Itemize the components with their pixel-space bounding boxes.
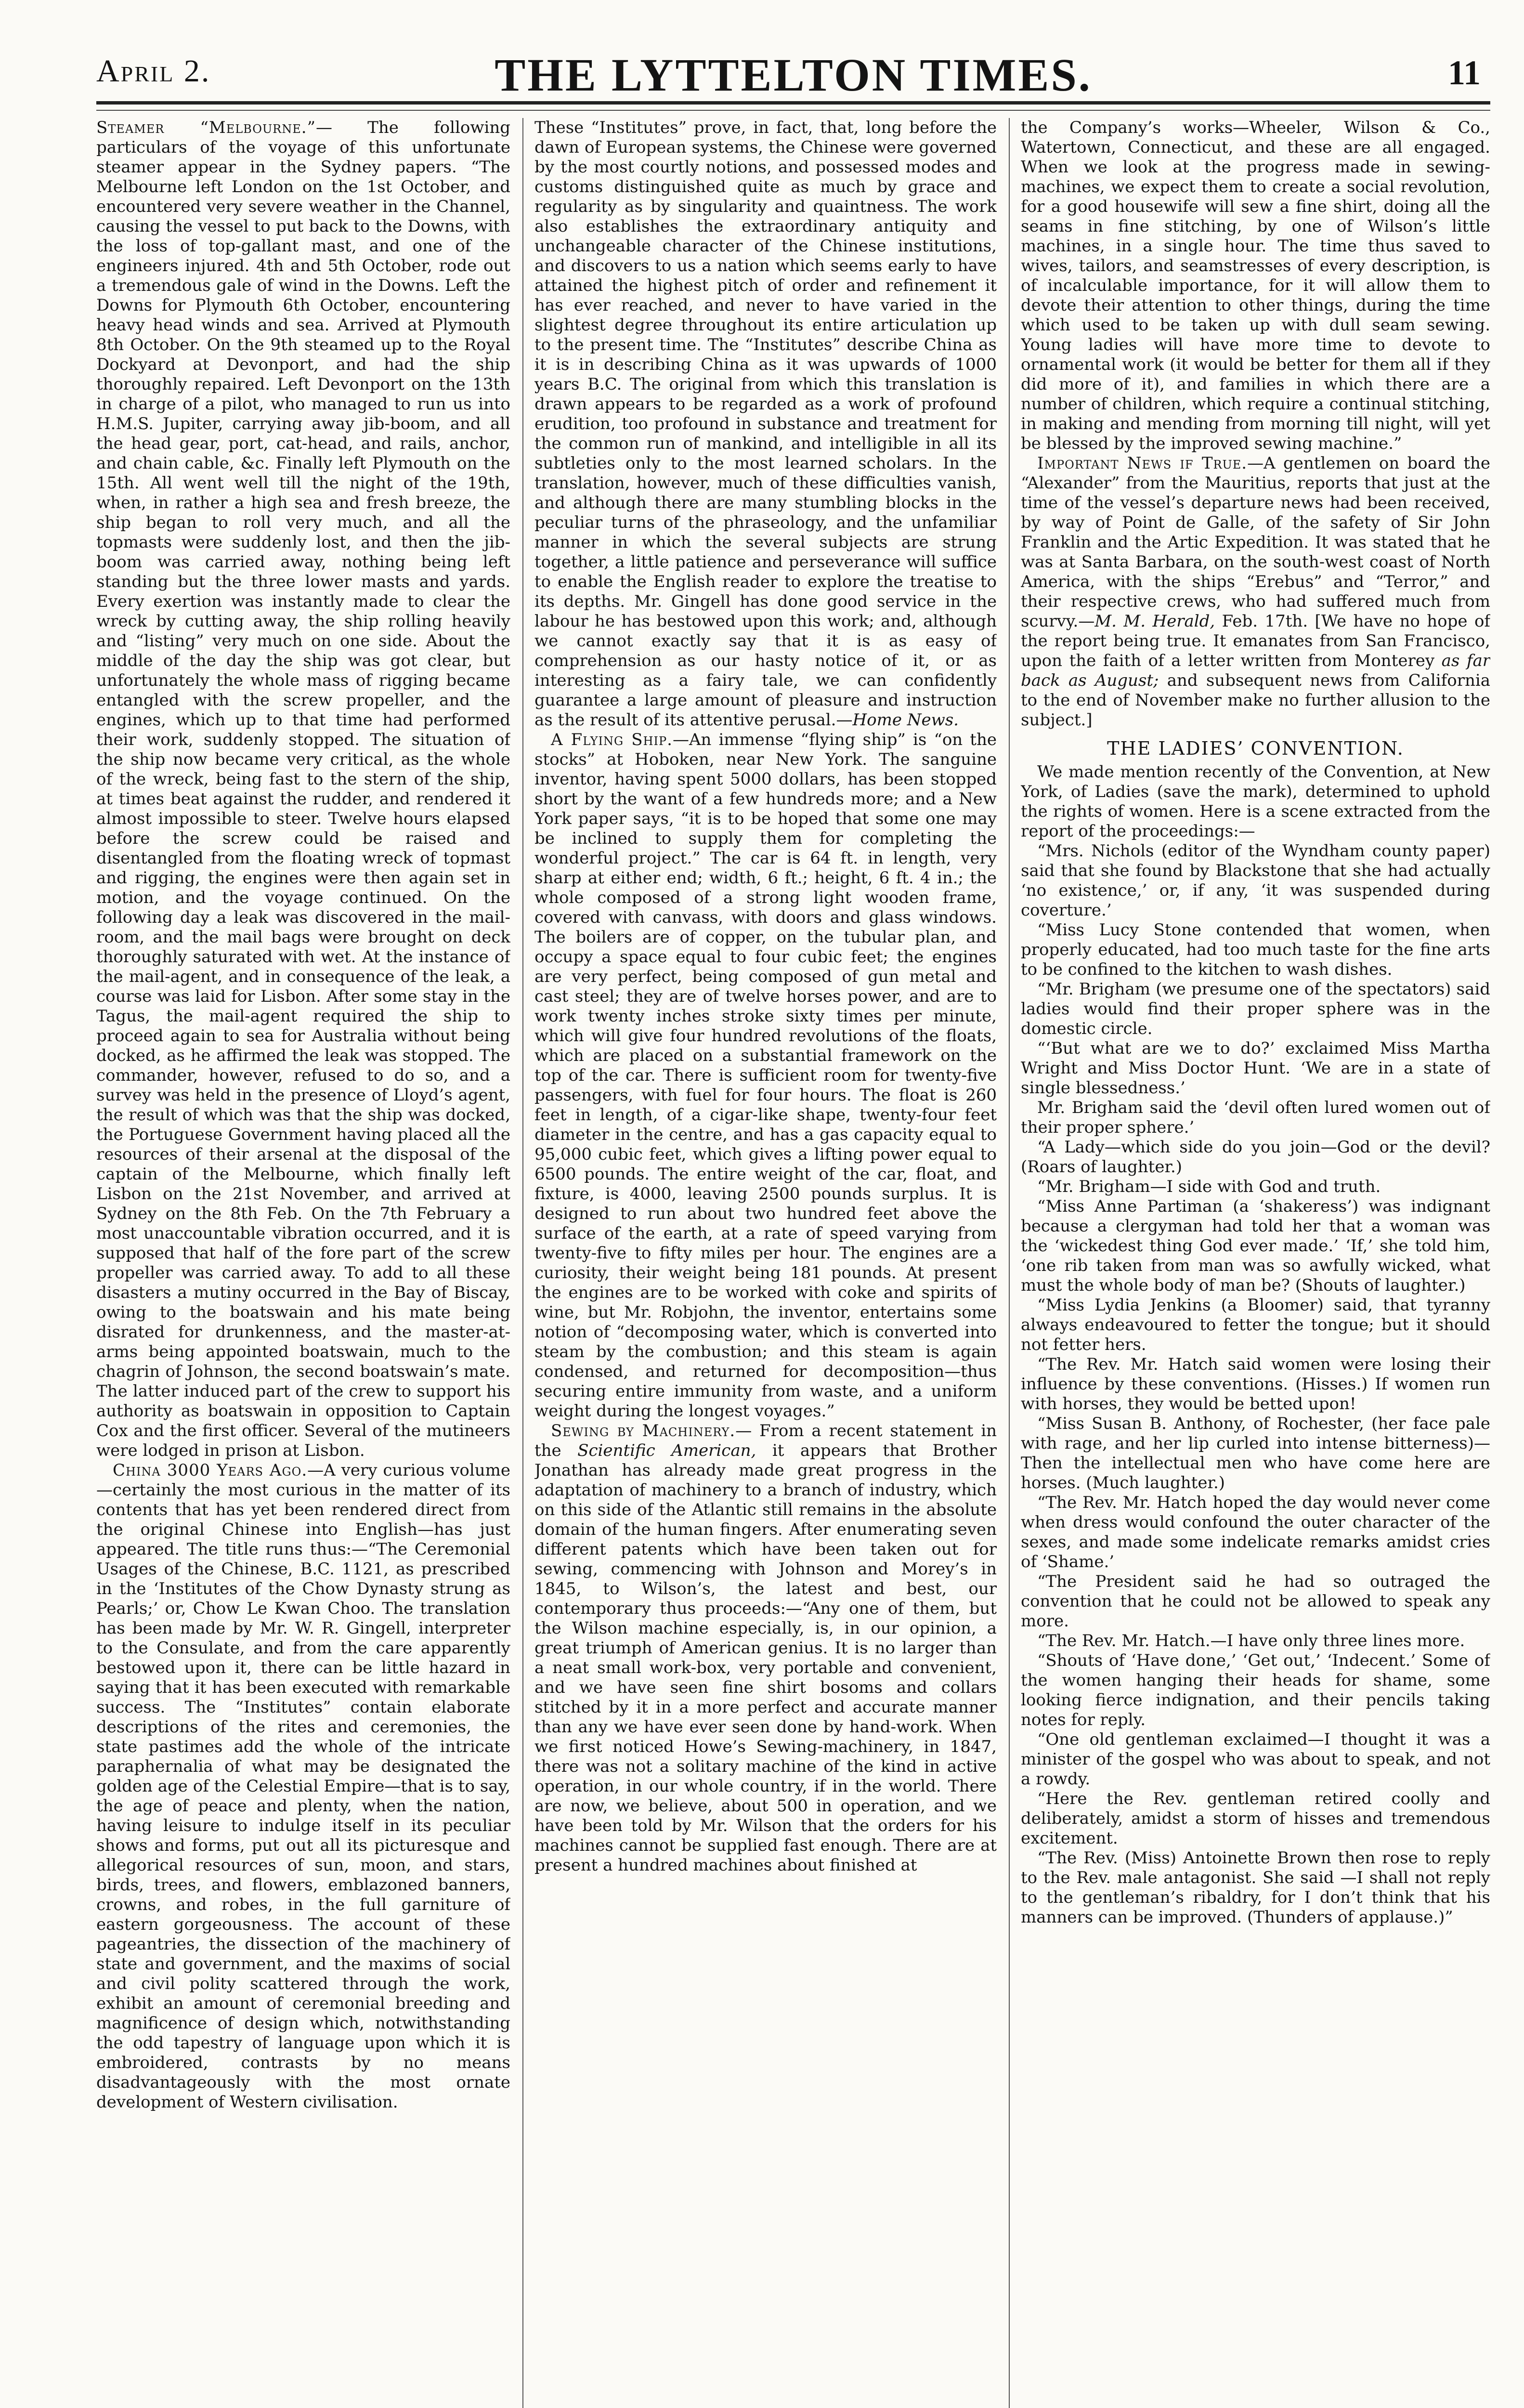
masthead bbox=[96, 48, 1490, 105]
paragraph: “Mrs. Nichols (editor of the Wyndham county paper) said that she found by Blackstone that she had actually ‘no existence,’ or, if any, ‘it was suspended during coverture.’ bbox=[1021, 841, 1490, 920]
article-flying-ship bbox=[534, 730, 997, 1421]
column-1 bbox=[96, 118, 510, 2408]
article-emphasis: as far back as August; bbox=[1021, 651, 1490, 690]
issue-date: April 2. bbox=[96, 53, 211, 89]
column-2 bbox=[534, 118, 997, 2408]
paragraph: “Shouts of ‘Have done,’ ‘Get out,’ ‘Indecent.’ Some of the women hanging their heads for shame, some looking fierce indignation, and their pencils taking notes for reply. bbox=[1021, 1651, 1490, 1729]
article-heading: Important News if True. bbox=[1037, 454, 1248, 473]
paragraph: “The Rev. Mr. Hatch said women were losing their influence by these conventions. (Hisses.) If women run with horses, they would be betted upon! bbox=[1021, 1355, 1490, 1413]
column-3 bbox=[1021, 118, 1490, 2408]
paragraph: “The Rev. (Miss) Antoinette Brown then rose to reply to the Rev. male antagonist. She said —I shall not reply to the gentleman’s ribaldry, for I don’t think that his manners can be improved. (Thunders of applause.)” bbox=[1021, 1848, 1490, 1927]
article-source: Scientific American, bbox=[577, 1441, 756, 1460]
article-body: it appears that Brother Jonathan has already made great progress in the adaptation of machinery to a branch of industry, which on this side of the Atlantic still remains in the absolute domain of the human fingers. After enumerating seven different patents which have been taken out for sewing, commencing with Johnson and Morey’s in 1845, to Wilson’s, the latest and best, our contemporary thus proceeds:—“Any one of them, but the Wilson machine especially, is, in our opinion, a great triumph of American genius. It is no larger than a neat small work-box, very portable and convenient, and we have seen fine shirt bosoms and collars stitched by it in a more perfect and accurate manner than any we have ever seen done by hand-work. When we first noticed Howe’s Sewing-machinery, in 1847, there was not a solitary machine of the kind in active operation, in our whole country, if in the world. There are now, we believe, about 500 in operation, and we have been told by Mr. Wilson that the orders for his machines cannot be supplied fast enough. There are at present a hundred machines about finished at bbox=[534, 1441, 997, 1875]
section-heading-ladies-convention: THE LADIES’ CONVENTION. bbox=[1107, 738, 1404, 759]
article-body: —An immense “flying ship” is “on the stocks” at Hoboken, near New York. The sanguine inventor, having spent 5000 dollars, has been stopped short by the want of a few hundreds more; and a New York paper says, “it is to be hoped that some one may be inclined to supply them for completing the wonderful project.” The car is 64 ft. in length, very sharp at either end; width, 6 ft.; height, 6 ft. 4 in.; the whole composed of a strong light wooden frame, covered with canvass, with doors and glass windows. The boilers are of copper, on the tubular plan, and occupy a space equal to four cubic feet; the engines are very perfect, being composed of gun metal and cast steel; they are of twelve horses power, and are to work twenty inches stroke sixty times per minute, which will give four hundred revolutions of the floats, which are placed on a substantial framework on the top of the car. There is sufficient room for twenty-five passengers, with fuel for four hours. The float is 260 feet in length, of a cigar-like shape, twenty-four feet diameter in the centre, and has a gas capacity equal to 95,000 cubic feet, which gives a lifting power equal to 6500 pounds. The entire weight of the car, float, and fixture, is 4000, leaving 2500 pounds surplus. It is designed to run about two hundred feet above the surface of the earth, at a rate of speed varying from twenty-five to fifty miles per hour. The engines are a curiosity, their weight being 181 pounds. At present the engines are to be worked with coke and spirits of wine, but Mr. Robjohn, the inventor, entertains some notion of “decomposing water, which is converted into steam by the combustion; and this steam is again condensed, and returned for decomposition—thus securing entire immunity from waste, and a uniform weight during the longest voyages.” bbox=[534, 730, 997, 1421]
article-important-news bbox=[1021, 454, 1490, 730]
newspaper-title: THE LYTTELTON TIMES. bbox=[495, 49, 1092, 101]
paragraph: “Mr. Brigham—I side with God and truth. bbox=[1037, 1177, 1381, 1196]
paragraph: “The Rev. Mr. Hatch.—I have only three lines more. bbox=[1037, 1631, 1465, 1650]
page-number: 11 bbox=[1447, 53, 1481, 92]
column-divider bbox=[1009, 118, 1010, 2408]
article-body: — The following particulars of the voyage of this unfortunate steamer appear in the Sydney papers. “The Melbourne left London on the 1st October, and encountered very severe weather in the Channel, causing the vessel to put back to the Downs, with the loss of top-gallant mast, and one of the engineers injured. 4th and 5th October, rode out a tremendous gale of wind in the Downs. Left the Downs for Plymouth 6th October, encountering heavy head winds and sea. Arrived at Plymouth 8th October. On the 9th steamed up to the Royal Dockyard at Devonport, and had the ship thoroughly repaired. Left Devonport on the 13th in charge of a pilot, who managed to run us into H.M.S. Jupiter, carrying away jib-boom, and all the head gear, port, cat-head, and rails, anchor, and chain cable, &c. Finally left Plymouth on the 15th. All went well till the night of the 19th, when, in rather a high sea and fresh breeze, the ship began to roll very much, and all the topmasts were suddenly lost, and then the jib-boom was carried away, nothing being left standing but the three lower masts and yards. Every exertion was instantly made to clear the wreck by cutting away, the ship rolling heavily and “listing” very much on one side. About the middle of the day the ship was got clear, but unfortunately the whole mass of rigging became entangled with the screw propeller, and the engines, which up to that time had performed their work, suddenly stopped. The situation of the ship now became very critical, as the whole of the wreck, being fast to the stern of the ship, at times beat against the rudder, and rendered it almost impossible to steer. Twelve hours elapsed before the screw could be raised and disentangled from the floating wreck of topmast and rigging, the engines were then again set in motion, and the voyage continued. On the following day a leak was discovered in the mail-room, and the mail bags were brought on deck thoroughly saturated with wet. At the instance of the mail-agent, and in consequence of the leak, a course was laid for Lisbon. After some stay in the Tagus, the mail-agent required the ship to proceed again to sea for Australia without being docked, as he affirmed the leak was stopped. The commander, however, refused to do so, and a survey was held in the presence of Lloyd’s agent, the result of which was that the ship was docked, the Portuguese Government having placed all the resources of their arsenal at the disposal of the captain of the Melbourne, which finally left Lisbon on the 21st November, and arrived at Sydney on the 8th Feb. On the 7th February a most unaccountable vibration occurred, and it is supposed that half of the fore part of the screw propeller was carried away. To add to all these disasters a mutiny occurred in the Bay of Biscay, owing to the boatswain and his mate being disrated for drunkenness, and the master-at-arms being appointed boatswain, much to the chagrin of Johnson, the second boatswain’s mate. The latter induced part of the crew to support his authority as boatswain in opposition to Captain Cox and the first officer. Several of the mutineers were lodged in prison at Lisbon. bbox=[96, 118, 510, 1460]
paragraph: “Mr. Brigham (we presume one of the spectators) said ladies would find their proper sphere was in the domestic circle. bbox=[1021, 980, 1490, 1038]
paragraph: “Miss Lydia Jenkins (a Bloomer) said, that tyranny always endeavoured to fetter the tongue; but it should not fetter hers. bbox=[1021, 1296, 1490, 1354]
masthead-rule bbox=[96, 110, 1490, 111]
paragraph: “Miss Anne Partiman (a ‘shakeress’) was indignant because a clergyman had told her that a woman was the ‘wickedest thing God ever made.’ ‘If,’ she told him, ‘one rib taken from man was so awfully wicked, what must the whole body of man be? (Shouts of laughter.) bbox=[1021, 1197, 1490, 1295]
paragraph: “Miss Lucy Stone contended that women, when properly educated, had too much taste for the fine arts to be confined to the kitchen to wash dishes. bbox=[1021, 920, 1490, 979]
article-sewing-continued bbox=[1021, 118, 1490, 454]
paragraph: “Here the Rev. gentleman retired coolly and deliberately, amidst a storm of hisses and tremendous excitement. bbox=[1021, 1789, 1490, 1848]
article-body: — From a recent statement in the bbox=[534, 1421, 997, 1460]
paragraph: “Miss Susan B. Anthony, of Rochester, (her face pale with rage, and her lip curled into intense bitterness)—Then the intellectual men who have come here are horses. (Much laughter.) bbox=[1021, 1414, 1490, 1492]
article-body: —A very curious volume—certainly the most curious in the matter of its contents that has yet been rendered direct from the original Chinese into English—has just appeared. The title runs thus:—“The Ceremonial Usages of the Chinese, B.C. 1121, as prescribed in the ‘Institutes of the Chow Dynasty strung as Pearls;’ or, Chow Le Kwan Choo. The translation has been made by Mr. W. R. Gingell, interpreter to the Consulate, and from the care apparently bestowed upon it, there can be little hazard in saying that it has been executed with remarkable success. The “Institutes” contain elaborate descriptions of the rites and ceremonies, the state pastimes add the whole of the intricate paraphernalia of what may be designated the golden age of the Celestial Empire—that is to say, the age of peace and plenty, when the nation, having leisure to indulge itself in its peculiar shows and forms, put out all its picturesque and allegorical resources of sun, moon, and stars, birds, trees, and flowers, emblazoned banners, crowns, and robes, in the full garniture of eastern gorgeousness. The account of these pageantries, the dissection of the machinery of state and government, and the maxims of social and civil polity scattered through the work, exhibit an amount of ceremonial breeding and magnificence of design which, notwithstanding the odd tapestry of language upon which it is embroidered, contrasts by no means disadvantageously with the most ornate development of Western civilisation. bbox=[96, 1461, 510, 2112]
paragraph: “One old gentleman exclaimed—I thought it was a minister of the gospel who was about to speak, and not a rowdy. bbox=[1021, 1730, 1490, 1789]
paragraph: “‘But what are we to do?’ exclaimed Miss Martha Wright and Miss Doctor Hunt. ‘We are in a state of single blessedness.’ bbox=[1021, 1039, 1490, 1098]
paragraph: “A Lady—which side do you join—God or the devil? (Roars of laughter.) bbox=[1021, 1138, 1490, 1177]
paragraph: We made mention recently of the Convention, at New York, of Ladies (save the mark), determined to uphold the rights of women. Here is a scene extracted from the report of the proceedings:— bbox=[1021, 762, 1490, 841]
article-body: These “Institutes” prove, in fact, that, long before the dawn of European systems, the Chinese were governed by the most courtly notions, and possessed modes and customs distinguished quite as much by grace and regularity as by singularity and quaintness. The work also establishes the extraordinary antiquity and unchangeable character of the Chinese institutions, and discovers to us a nation which seems early to have attained the highest pitch of order and refinement it has ever reached, and never to have varied in the slightest degree throughout its entire articulation up to the present time. The “Institutes” describe China as it is in describing China as it was upwards of 1000 years B.C. The original from which this translation is drawn appears to be regarded as a work of profound erudition, too profound in substance and treatment for the common run of mankind, and intelligible in all its subtleties only to the most learned scholars. In the translation, however, much of these difficulties vanish, and although there are many stumbling blocks in the peculiar turns of the phraseology, and the unfamiliar manner in which the several subjects are strung together, a little patience and perseverance will suffice to enable the English reader to explore the treatise to its depths. Mr. Gingell has done good service in the labour he has bestowed upon this work; and, although we cannot exactly say that it is as easy of comprehension as our hasty notice of it, or as interesting as a fairy tale, we can confidently guarantee a large amount of pleasure and instruction as the result of its attentive perusal.— bbox=[534, 118, 997, 730]
article-heading: Steamer “Melbourne.” bbox=[96, 118, 316, 137]
article-china bbox=[96, 1461, 510, 2112]
article-body: Feb. 17th. [We have no hope of the report being true. It emanates from San Francisco, upon the faith of a letter written from Monterey bbox=[1021, 612, 1490, 670]
paragraph: “The President said he had so outraged the convention that he could not be allowed to speak any more. bbox=[1021, 1572, 1490, 1631]
article-heading: A Flying Ship. bbox=[551, 730, 673, 749]
column-divider bbox=[522, 118, 523, 2408]
article-china-continued bbox=[534, 118, 997, 730]
article-source: M. M. Herald, bbox=[1094, 612, 1215, 631]
article-sewing bbox=[534, 1421, 997, 1875]
article-heading: Sewing by Machinery. bbox=[551, 1421, 736, 1440]
paragraph: “The Rev. Mr. Hatch hoped the day would never come when dress would confound the outer character of the sexes, and made some indelicate remarks amidst cries of ‘Shame.’ bbox=[1021, 1493, 1490, 1571]
article-heading: China 3000 Years Ago. bbox=[113, 1461, 308, 1480]
article-body: —A gentlemen on board the “Alexander” from the Mauritius, reports that just at the time of the vessel’s departure news had been received, by way of Point de Galle, of the safety of Sir John Franklin and the Artic Expedition. It was stated that he was at Santa Barbara, on the south-west coast of North America, with the ships “Erebus” and “Terror,” and their respective crews, who had suffered much from scurvy.— bbox=[1021, 454, 1490, 631]
article-melbourne bbox=[96, 118, 510, 1461]
article-body: and subsequent news from California to the end of November make no further allusion to the subject.] bbox=[1021, 671, 1490, 730]
paragraph: Mr. Brigham said the ‘devil often lured women out of their proper sphere.’ bbox=[1021, 1098, 1490, 1137]
article-source: Home News. bbox=[852, 710, 959, 730]
article-body: the Company’s works—Wheeler, Wilson & Co., Watertown, Connecticut, and these are all engaged. When we look at the progress made in sewing-machines, we expect them to create a social revolution, for a good housewife will sew a fine shirt, doing all the seams in fine stitching, by one of Wilson’s little machines, in a single hour. The time thus saved to wives, tailors, and seamstresses of every description, is of incalculable importance, for it will allow them to devote their attention to other things, during the time which used to be taken up with dull seam sewing. Young ladies will have more time to devote to ornamental work (it would be better for them all if they did more of it), and families in which there are a number of children, which require a continual stitching, in making and mending from morning till night, will yet be blessed by the improved sewing machine.” bbox=[1021, 118, 1490, 453]
